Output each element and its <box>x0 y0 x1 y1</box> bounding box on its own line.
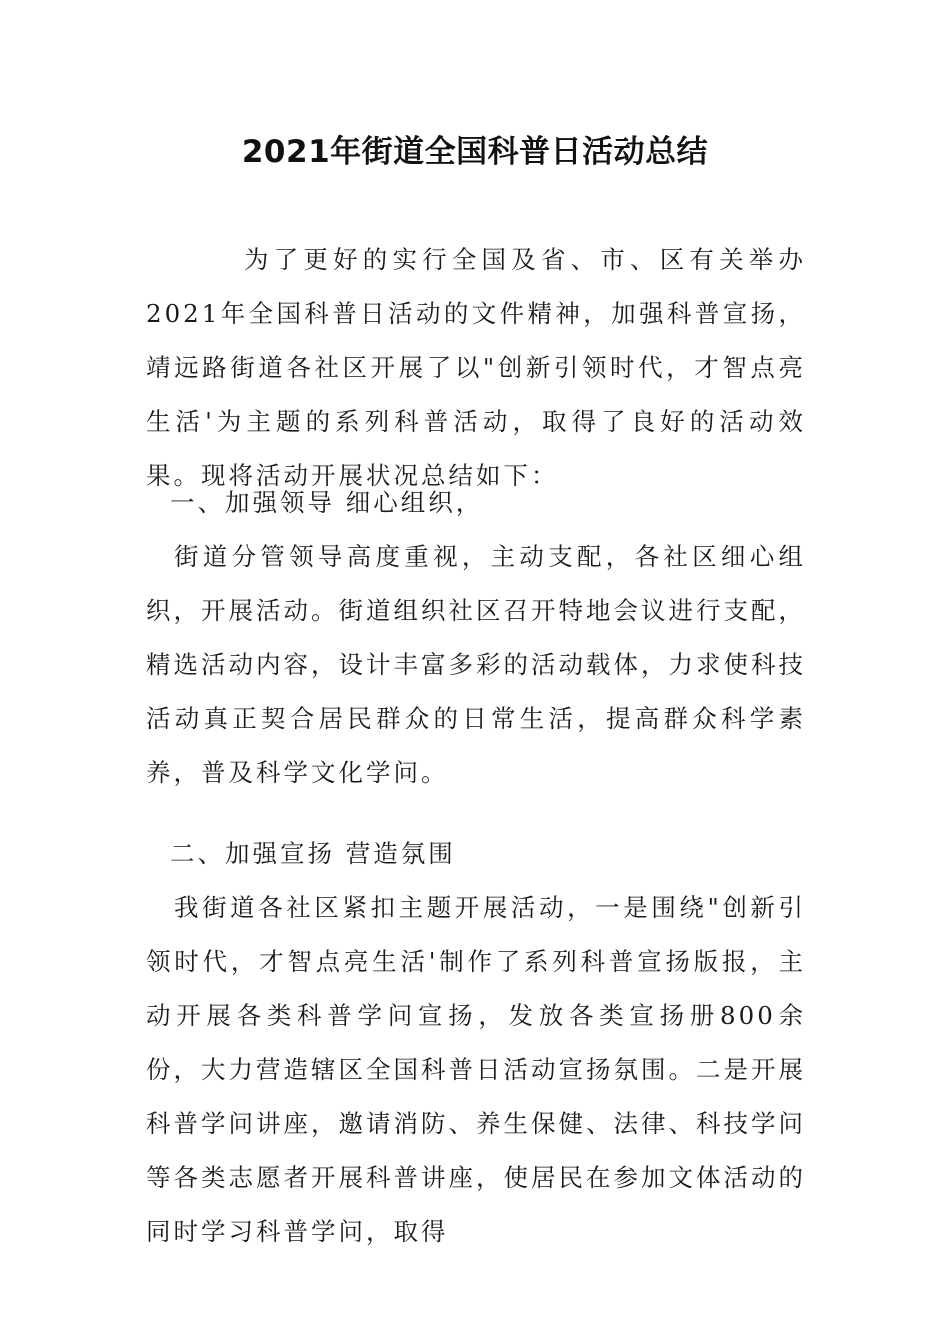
paragraph-intro: 为了更好的实行全国及省、市、区有关举办2021年全国科普日活动的文件精神，加强科普宣扬，靖远路街道各社区开展了以"创新引领时代，才智点亮生活'为主题的系列科普活动，取得了良好的活动效果。现将活动开展状况总结如下： <box>146 245 806 490</box>
document-title: 2021年街道全国科普日活动总结 <box>241 134 709 170</box>
paragraph-section-1: 街道分管领导高度重视，主动支配，各社区细心组织，开展活动。街道组织社区召开特地会议进行支配，精选活动内容，设计丰富多彩的活动载体，力求使科技活动真正契合居民群众的日常生活，提高群众科学素养，普及科学文化学问。 <box>146 542 806 787</box>
paragraph-section-2: 我街道各社区紧扣主题开展活动，一是围绕"创新引领时代，才智点亮生活'制作了系列科普宣扬版报，主动开展各类科普学问宣扬，发放各类宣扬册800余份，大力营造辖区全国科普日活动宣扬氛围。二是开展科普学问讲座，邀请消防、养生保健、法律、科技学问等各类志愿者开展科普讲座，使居民在参加文体活动的同时学习科普学问，取得 <box>146 893 806 1246</box>
section-heading-1: 一、加强领导 细心组织， <box>170 488 484 517</box>
section-heading-2: 二、加强宣扬 营造氛围 <box>170 839 456 868</box>
